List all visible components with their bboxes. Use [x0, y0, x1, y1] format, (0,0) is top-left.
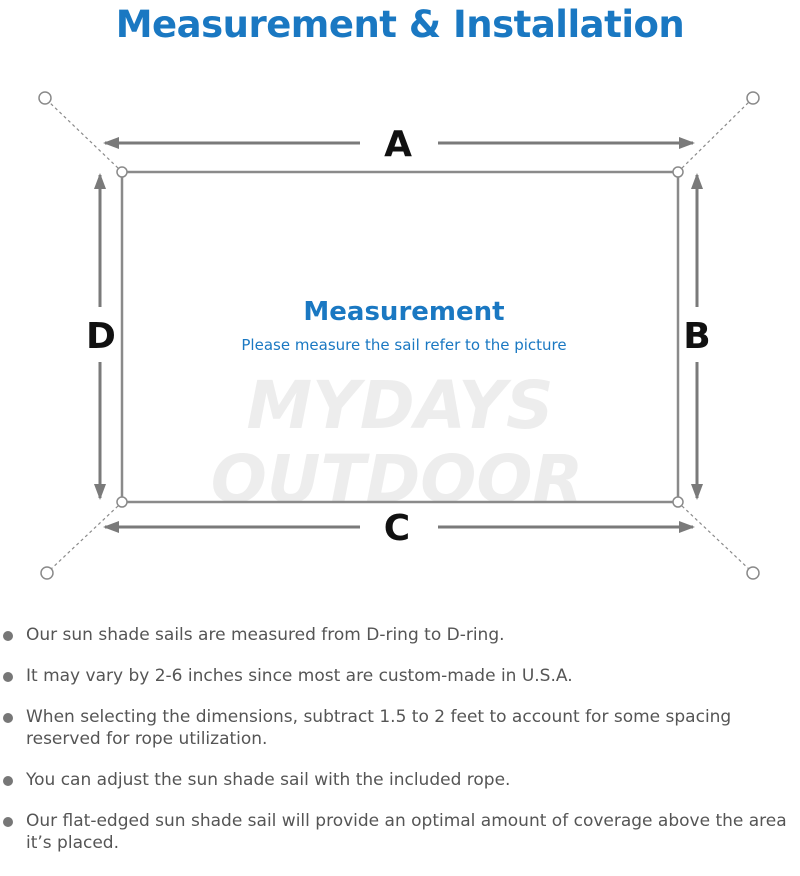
rope-bottom-right: [682, 506, 750, 570]
watermark: [211, 367, 584, 518]
rope-bottom-left: [50, 506, 118, 570]
page-title: Measurement & Installation: [115, 3, 685, 46]
bullet-icon: [3, 817, 13, 827]
note-text: Our sun shade sails are measured from D-ring to D-ring.: [26, 625, 505, 645]
diagram-title: Measurement: [303, 297, 505, 327]
bullet-icon: [3, 713, 13, 723]
rope-top-right: [682, 101, 750, 168]
notes-list: [0, 624, 800, 873]
note-item: [0, 624, 800, 646]
note-text: When selecting the dimensions, subtract 1.5 to 2 feet to account for some spacing reserved for rope utilization.: [26, 707, 732, 749]
note-item: [0, 706, 800, 750]
note-text: Our flat-edged sun shade sail will provide an optimal amount of coverage above the area it’s placed.: [26, 811, 787, 853]
d-ring-bottom-left: [117, 497, 127, 507]
note-text: You can adjust the sun shade sail with the included rope.: [26, 770, 511, 790]
d-ring-top-right: [673, 167, 683, 177]
watermark-line-1: MYDAYS: [246, 367, 554, 444]
watermark-line-2: OUTDOOR: [210, 441, 584, 518]
note-item: [0, 810, 800, 854]
anchor-bottom-left: [41, 567, 53, 579]
bullet-icon: [3, 672, 13, 682]
bullet-icon: [3, 776, 13, 786]
bullet-icon: [3, 631, 13, 641]
note-item: [0, 769, 800, 791]
rope-top-left: [48, 101, 118, 168]
diagram-subtitle: Please measure the sail refer to the picture: [241, 336, 567, 354]
dimension-label-c: C: [383, 508, 411, 549]
anchor-top-right: [747, 92, 759, 104]
dimension-label-d: D: [86, 316, 116, 357]
note-text: It may vary by 2-6 inches since most are custom-made in U.S.A.: [26, 666, 573, 686]
d-ring-bottom-right: [673, 497, 683, 507]
d-ring-top-left: [117, 167, 127, 177]
anchor-bottom-right: [747, 567, 759, 579]
dimension-label-b: B: [683, 316, 711, 357]
dimension-label-a: A: [384, 124, 412, 165]
anchor-top-left: [39, 92, 51, 104]
note-item: [0, 665, 800, 687]
